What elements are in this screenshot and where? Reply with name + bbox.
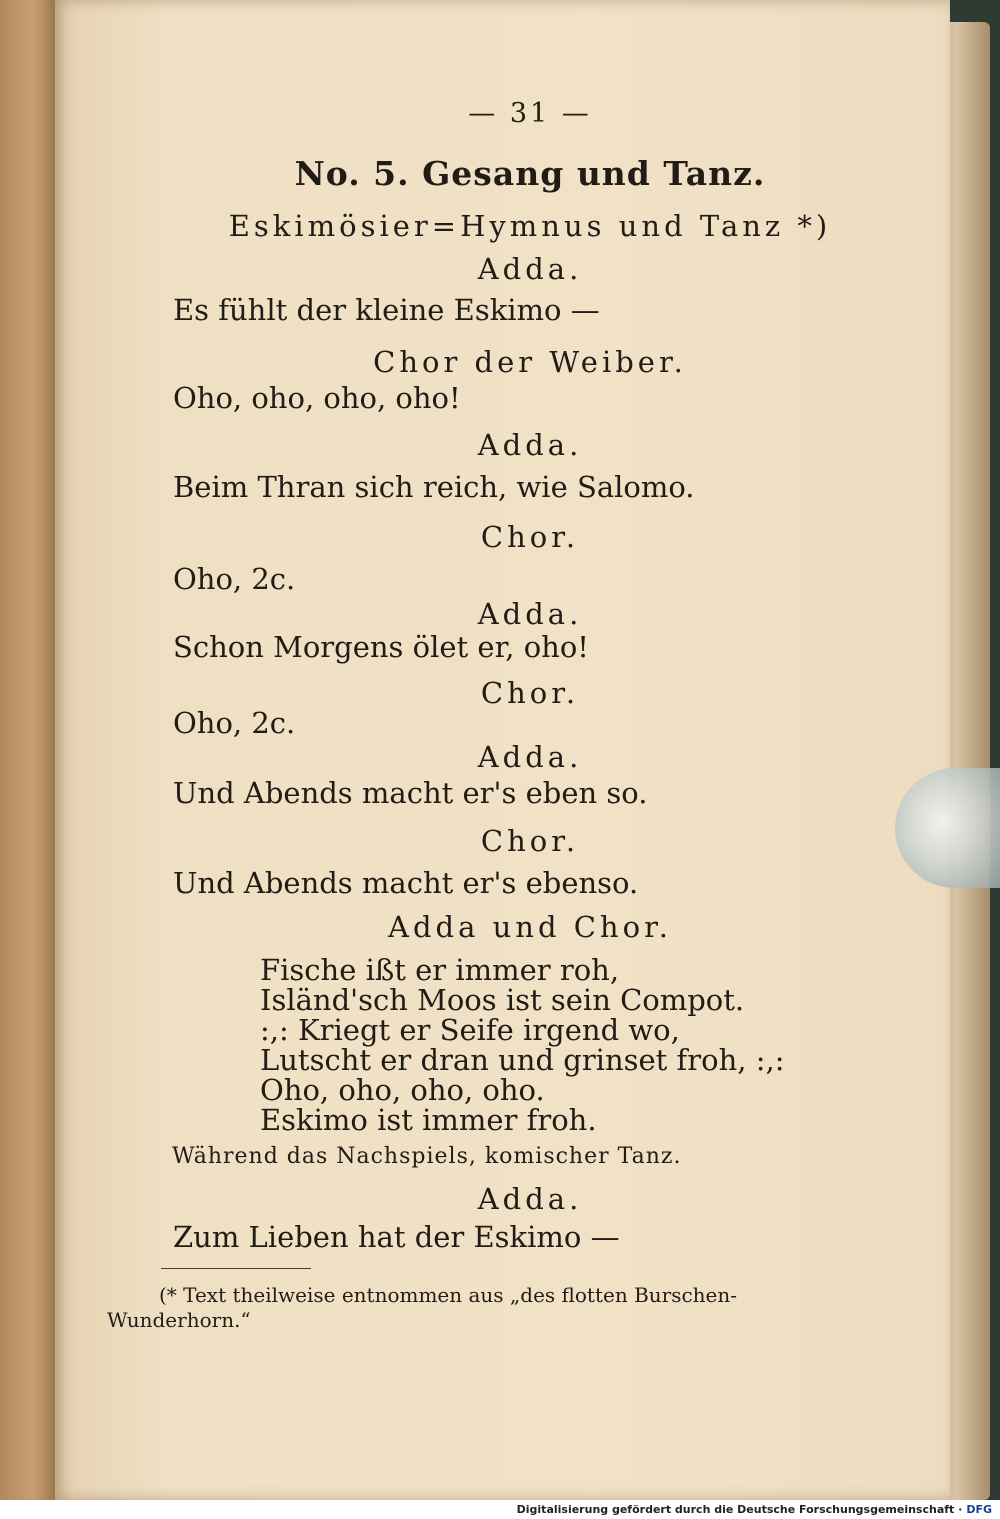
verse-line: Es fühlt der kleine Eskimo — bbox=[173, 293, 600, 327]
previous-page-edge bbox=[0, 0, 62, 1500]
verse-line: Oho, oho, oho, oho! bbox=[173, 381, 461, 415]
verse-line: Beim Thran sich reich, wie Salomo. bbox=[173, 470, 695, 504]
speaker-label: Chor. bbox=[480, 520, 580, 554]
speaker-label: Adda. bbox=[477, 428, 583, 462]
speaker-label: Adda. bbox=[477, 252, 583, 286]
page-number: — 31 — bbox=[468, 98, 592, 129]
stage-direction: Während das Nachspiels, komischer Tanz. bbox=[172, 1144, 682, 1169]
footnote-line-1: (* Text theilweise entnommen aus „des flotten Burschen- bbox=[159, 1283, 738, 1307]
speaker-label: Chor. bbox=[480, 824, 580, 858]
section-heading: No. 5. Gesang und Tanz. bbox=[294, 154, 766, 193]
final-speaker: Adda. bbox=[477, 1182, 583, 1216]
final-verse-line: Zum Lieben hat der Eskimo — bbox=[173, 1220, 620, 1254]
verse-line: Und Abends macht er's ebenso. bbox=[173, 866, 639, 900]
digitization-credit bbox=[0, 1500, 1000, 1519]
verse-line: Oho, 2c. bbox=[173, 562, 296, 596]
verse-line: Und Abends macht er's eben so. bbox=[173, 776, 648, 810]
song-line: Oho, oho, oho, oho. bbox=[260, 1073, 545, 1107]
section-subheading: Eskimösier=Hymnus und Tanz *) bbox=[228, 209, 832, 243]
verse-line: Schon Morgens ölet er, oho! bbox=[173, 630, 589, 664]
book-page bbox=[55, 0, 950, 1500]
song-line: Isländ'sch Moos ist sein Compot. bbox=[260, 983, 745, 1017]
speaker-label: Adda. bbox=[477, 597, 583, 631]
footnote-line-2: Wunderhorn.“ bbox=[107, 1308, 251, 1332]
footnote-rule bbox=[161, 1268, 311, 1269]
speaker-label: Adda und Chor. bbox=[388, 910, 672, 944]
speaker-label: Chor der Weiber. bbox=[373, 345, 687, 379]
verse-line: Oho, 2c. bbox=[173, 706, 296, 740]
song-line: Eskimo ist immer froh. bbox=[260, 1103, 597, 1137]
speaker-label: Chor. bbox=[480, 676, 580, 710]
dfg-logo: DFG bbox=[966, 1503, 992, 1516]
song-line: Lutscht er dran und grinset froh, :,: bbox=[260, 1043, 785, 1077]
speaker-label: Adda. bbox=[477, 740, 583, 774]
credit-text: Digitalisierung gefördert durch die Deutsche Forschungsgemeinschaft · bbox=[516, 1503, 963, 1516]
song-line: Fische ißt er immer roh, bbox=[260, 953, 620, 987]
song-line: :,: Kriegt er Seife irgend wo, bbox=[260, 1013, 680, 1047]
